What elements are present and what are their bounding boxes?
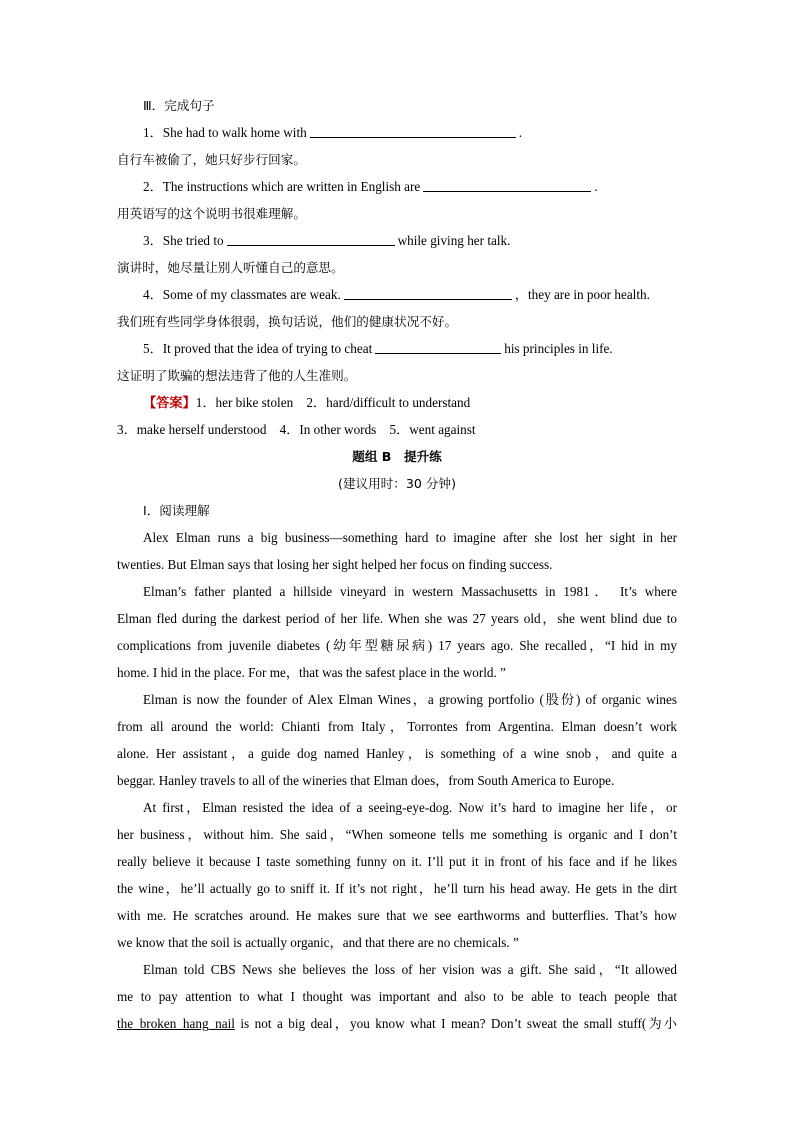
answer-text: 1．her bike stolen 2．hard/difficult to understand — [195, 395, 471, 410]
answer-blank[interactable] — [423, 177, 591, 192]
item-text-after: . — [594, 179, 598, 194]
item-text-after: his principles in life. — [504, 341, 613, 356]
paragraph-line: the wine，he’ll actually go to sniff it. If it’s not right，he’ll turn his head away. He gets in the dirt — [117, 881, 677, 896]
sentence-item-2 — [117, 173, 677, 200]
item-text-before: She had to walk home with — [162, 125, 307, 140]
answer-line-2: 3．make herself understood 4．In other words 5．went against — [117, 422, 476, 437]
answer-blank[interactable] — [227, 231, 395, 246]
sentence-translation: 演讲时，她尽量让别人听懂自己的意思。 — [117, 260, 344, 275]
item-text-before: She tried to — [162, 233, 224, 248]
item-text-before: It proved that the idea of trying to cheat — [162, 341, 373, 356]
sentence-translation: 自行车被偷了，她只好步行回家。 — [117, 152, 306, 167]
sentence-item-4 — [117, 281, 677, 308]
sentence-items — [117, 119, 677, 389]
paragraph-line: twenties. But Elman says that losing her sight helped her focus on finding success. — [117, 557, 553, 572]
item-number: 2． — [143, 179, 163, 194]
paragraph-line: Elman told CBS News she believes the loss of her vision was a gift. She said，“It allowed — [143, 962, 677, 977]
answer-tag: 【答案】 — [143, 395, 196, 410]
paragraph-line: me to pay attention to what I thought was important and also to be able to teach people that — [117, 989, 677, 1004]
paragraph-line: Alex Elman runs a big business—something hard to imagine after she lost her sight in her — [143, 530, 677, 545]
answer-blank[interactable] — [375, 339, 501, 354]
item-text-after: . — [518, 125, 523, 140]
item-text-before: Some of my classmates are weak. — [162, 287, 341, 302]
reading-passage — [117, 524, 677, 1037]
paragraph-line: Elman fled during the darkest period of her life. When she was 27 years old，she went blind due to — [117, 611, 677, 626]
paragraph-line: Elman’s father planted a hillside vineyard in western Massachusetts in 1981． It’s where — [143, 584, 677, 599]
item-text-after: while giving her talk. — [397, 233, 511, 248]
underlined-phrase: the_broken_hang_nail — [117, 1016, 235, 1031]
sentence-translation: 这证明了欺骗的想法违背了他的人生准则。 — [117, 368, 357, 383]
sentence-item-1 — [117, 119, 677, 146]
paragraph-line: Elman is now the founder of Alex Elman Wines，a growing portfolio (股份) of organic wines — [143, 692, 677, 707]
sentence-item-5 — [117, 335, 677, 362]
answer-blank[interactable] — [310, 123, 516, 138]
answer-blank[interactable] — [344, 285, 512, 300]
reading-heading: Ⅰ．阅读理解 — [143, 503, 210, 518]
paragraph-5 — [117, 956, 677, 1037]
sentence-translation: 用英语写的这个说明书很难理解。 — [117, 206, 306, 221]
group-title: 题组 B 提升练 — [352, 449, 442, 464]
item-number: 1． — [143, 125, 163, 140]
paragraph-4 — [117, 794, 677, 956]
item-number: 4． — [143, 287, 163, 302]
paragraph-line: with me. He scratches around. He makes sure that we see earthworms and butterflies. That’s how — [117, 908, 677, 923]
paragraph-line: beggar. Hanley travels to all of the wineries that Elman does，from South America to Europe. — [117, 773, 615, 788]
paragraph-line: her business，without him. She said，“When someone tells me something is organic and I don’t — [117, 827, 677, 842]
item-text-after: ，they are in poor health. — [514, 287, 650, 302]
answer-line — [117, 389, 677, 416]
paragraph-line — [117, 1010, 677, 1037]
sentence-item-3 — [117, 227, 677, 254]
paragraph-3 — [117, 686, 677, 794]
paragraph-line: At first，Elman resisted the idea of a seeing-eye-dog. Now it’s hard to imagine her life，or — [143, 800, 677, 815]
item-number: 3． — [143, 233, 163, 248]
paragraph-line: home. I hid in the place. For me，that was the safest place in the world. ” — [117, 665, 506, 680]
paragraph-line: from all around the world: Chianti from Italy，Torrontes from Argentina. Elman doesn’t work — [117, 719, 677, 734]
document-page — [117, 92, 677, 1037]
paragraph-2 — [117, 578, 677, 686]
item-number: 5． — [143, 341, 163, 356]
item-text-before: The instructions which are written in English are — [162, 179, 421, 194]
paragraph-line: we know that the soil is actually organic，and that there are no chemicals. ” — [117, 935, 519, 950]
paragraph-line: alone. Her assistant，a guide dog named Hanley，is something of a wine snob，and quite a — [117, 746, 677, 761]
paragraph-text: is not a big deal，you know what I mean? Don’t sweat the small stuff(为小 — [234, 1016, 677, 1031]
paragraph-1 — [117, 524, 677, 578]
section-heading: Ⅲ．完成句子 — [143, 98, 215, 113]
paragraph-line: complications from juvenile diabetes (幼年型糖尿病) 17 years ago. She recalled，“I hid in my — [117, 638, 677, 653]
suggested-time: (建议用时：30 分钟) — [337, 476, 456, 491]
sentence-translation: 我们班有些同学身体很弱，换句话说，他们的健康状况不好。 — [117, 314, 458, 329]
paragraph-line: really believe it because I taste something funny on it. I’ll put it in front of his face and if he likes — [117, 854, 677, 869]
